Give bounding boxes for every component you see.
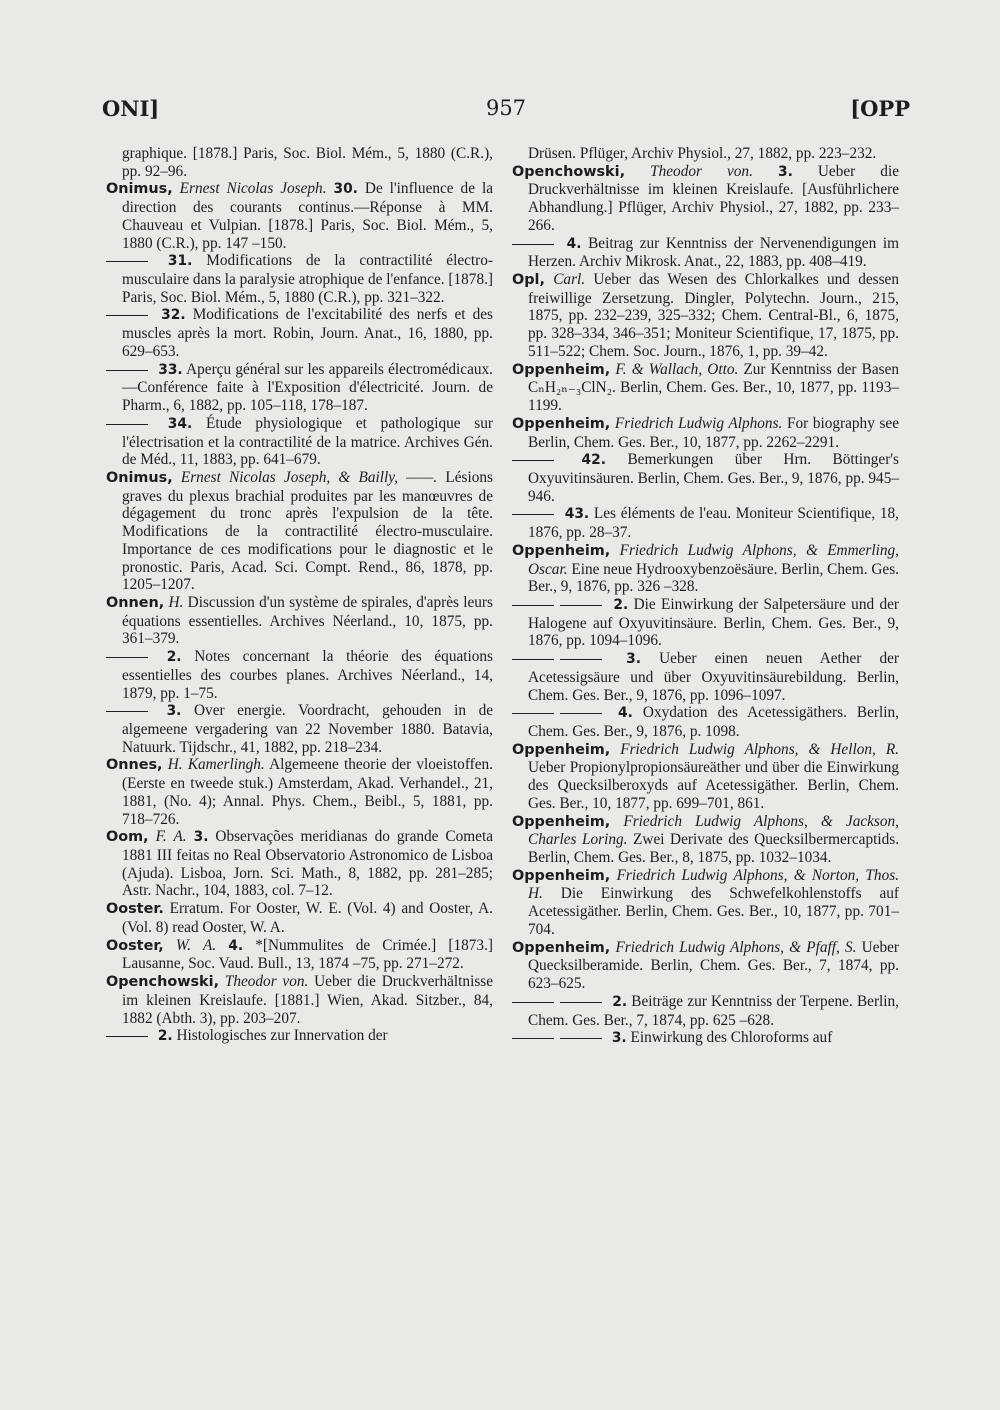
entry-number: 3. [166, 703, 182, 720]
author-surname: Onnes, [106, 757, 163, 774]
author-surname: Ooster, [106, 937, 164, 954]
author-forenames: Friedrich Ludwig Alphons, & Norton, Thos. H. [528, 866, 899, 903]
bibliography-entry [512, 145, 899, 163]
entry-text: Drüsen. Pflüger, Archiv Physiol., 27, 1882, pp. 223–232. [528, 145, 877, 162]
entry-text: Histologisches zur Innervation der [176, 1027, 388, 1045]
entry-text: Die Einwirkung der Salpetersäure und der Halogene auf Oxyuvitinsäure. Berlin, Chem. Ges. Ber., 9, 1876, pp. 1094–1096. [528, 595, 900, 650]
entry-text: Erratum. For Ooster, W. E. (Vol. 4) and Ooster, A. (Vol. 8) read Ooster, W. A. [122, 900, 493, 936]
entry-text: Aperçu général sur les appareils électromédicaux.—Conférence faite à l'Exposition d'électricité. Journ. de Pharm., 6, 1882, pp. 105–118, 178–187. [122, 360, 494, 415]
entry-number: 2. [613, 596, 629, 613]
entry-text: Oxydation des Acetessigäthers. Berlin, Chem. Ges. Ber., 9, 1876, p. 1098. [528, 704, 899, 740]
bibliography-entry [106, 252, 493, 306]
entry-number: 3. [626, 651, 641, 668]
author-surname: Onimus, [106, 181, 173, 198]
author-surname: Oppenheim, [512, 361, 611, 378]
entry-text: Ueber die Druckverhältnisse im kleinen Kreislaufe. [Ausführlichere Abhandlung.] Pflüger, Archiv Physiol., 27, 1882, pp. 233–266. [528, 162, 899, 234]
author-surname: Oom, [106, 829, 149, 846]
ditto-dash [512, 460, 554, 461]
bibliography-entry [106, 828, 493, 900]
ditto-dash [560, 713, 602, 714]
bibliography-entry [512, 451, 899, 505]
bibliography-entry [512, 235, 899, 271]
bibliography-entry [512, 993, 899, 1029]
entry-text: Algemeene theorie der vloeistoffen. (Eerste en tweede stuk.) Amsterdam, Akad. Verhandel., 21, 1881, (No. 4); Annal. Phys. Chem., Beibl., 5, 1881, pp. 718–726. [122, 756, 494, 828]
author-forenames: Ernest Nicolas Joseph. [179, 180, 327, 198]
entry-number: 4. [618, 705, 633, 722]
entry-number: 32. [161, 307, 186, 324]
ditto-dash [512, 605, 554, 606]
author-forenames: Friedrich Ludwig Alphons, & Pfaff, S. [615, 938, 857, 956]
bibliography-entry [512, 1029, 899, 1048]
ditto-dash [106, 1036, 148, 1037]
ditto-dash [106, 424, 148, 425]
bibliography-entry [512, 596, 899, 650]
entry-text: Ueber Quecksilberamide. Berlin, Chem. Ges. Ber., 7, 1874, pp. 623–625. [528, 938, 900, 993]
entry-text: Ueber einen neuen Aether der Acetessigsäure und über Oxyuvitinsäurebildung. Berlin, Chem. Ges. Ber., 9, 1876, pp. 1096–1097. [528, 650, 899, 704]
entry-text: De l'influence de la direction des courants continus.—Réponse à MM. Chauveau et Vulpian. [1878.] Paris, Soc. Biol. Mém., 5, 1880 (C.R.), pp. 147 –150. [122, 180, 493, 252]
author-forenames: Theodor von. [650, 162, 753, 180]
bibliography-entry [106, 361, 493, 415]
bibliography-entry [106, 756, 493, 828]
ditto-dash [512, 244, 554, 245]
bibliography-entry [512, 939, 899, 993]
author-forenames: Friedrich Ludwig Alphons, & Jackson, Charles Loring. [528, 812, 899, 849]
entry-text: *[Nummulites de Crimée.] [1873.] Lausanne, Soc. Vaud. Bull., 13, 1874 –75, pp. 271–272. [122, 936, 493, 973]
entry-text: Observações meridianas do grande Cometa 1881 III feitas no Real Observatorio Astronomico de Lisboa (Ajuda). Lisboa, Jorn. Sci. Math., 8, 1882, pp. 281–285; Astr. Nachr., 104, 1883, col. 7–12. [122, 828, 494, 900]
entry-text: Modifications de la contractilité électro-musculaire dans la paralysie atrophique de l'enfance. [1878.] Paris, Soc. Biol. Mém., 5, 1880 (C.R.), pp. 321–322. [122, 252, 494, 306]
entry-number: 33. [158, 361, 183, 378]
entry-text: Zur Kenntniss der Basen CₙH₂ₙ₋₃ClN₂. Berlin, Chem. Ges. Ber., 10, 1877, pp. 1193–1199. [528, 360, 900, 415]
bibliography-entry [106, 415, 493, 469]
ditto-dash [560, 1038, 602, 1039]
bibliography-entry [512, 271, 899, 361]
bibliography-entry [106, 145, 493, 180]
author-forenames: Ernest Nicolas Joseph, & Bailly, ——. [180, 468, 438, 486]
bibliography-entry [512, 542, 899, 596]
author-surname: Oppenheim, [512, 542, 611, 559]
entry-number: 4. [566, 235, 582, 252]
author-surname: Ooster. [106, 901, 164, 918]
bibliography-entry [106, 973, 493, 1027]
entry-text: Notes concernant la théorie des équations essentielles des courbes planes. Archives Néerland., 14, 1879, pp. 1–75. [122, 648, 494, 702]
bibliography-entry [512, 813, 899, 867]
bibliography-entry [512, 361, 899, 415]
entry-text: Eine neue Hydrooxybenzoësäure. Berlin, Chem. Ges. Ber., 9, 1876, pp. 326 –328. [528, 560, 900, 596]
author-forenames: Theodor von. [224, 973, 309, 991]
bibliography-entry [106, 469, 493, 594]
ditto-dash [560, 659, 602, 660]
bibliography-entry [512, 415, 899, 451]
entry-text: Over energie. Voordracht, gehouden in de algemeene vergadering van 22 November 1880. Batavia, Natuurk. Tijdschr., 41, 1882, pp. 218–234. [122, 702, 494, 756]
bibliography-entry [106, 180, 493, 252]
bibliography-entry [512, 505, 899, 541]
bibliography-entry [106, 702, 493, 756]
author-forenames: Carl. [553, 271, 586, 289]
author-forenames: W. A. [175, 936, 217, 954]
entry-number: 43. [564, 506, 590, 523]
entry-number: 30. [333, 181, 358, 198]
bibliography-entry [106, 937, 493, 973]
author-forenames: Friedrich Ludwig Alphons. [614, 414, 783, 432]
author-surname: Oppenheim, [512, 939, 611, 956]
entry-text: Ueber das Wesen des Chlorkalkes und dessen freiwillige Zersetzung. Dingler, Polytechn. Journ., 215, 1875, pp. 232–239, 325–332; Chem. Central-Bl., 6, 1875, pp. 328–334, 346–351; Moniteur Scientifique, 17, 1875, pp. 511–522; Chem. Soc. Journ., 1876, 1, pp. 39–42. [528, 271, 899, 360]
entry-number: 2. [157, 1028, 173, 1045]
bibliography-entry [512, 704, 899, 740]
author-surname: Oppenheim, [512, 741, 611, 758]
ditto-dash [106, 370, 148, 371]
entry-number: 2. [166, 649, 182, 666]
entry-number: 3. [777, 163, 793, 180]
bibliography-entry [512, 867, 899, 939]
bibliography-entry [106, 306, 493, 360]
entry-text: Bemerkungen über Hrn. Böttinger's Oxyuvitinsäuren. Berlin, Chem. Ges. Ber., 9, 1876, pp. 945–946. [528, 451, 900, 505]
ditto-dash [512, 713, 554, 714]
entry-text: Die Einwirkung des Schwefelkohlenstoffs auf Acetessigäther. Berlin, Chem. Ges. Ber., 10, 1877, pp. 701–704. [528, 885, 899, 938]
ditto-dash [560, 1002, 602, 1003]
bibliography-entry [106, 648, 493, 702]
author-forenames: F. A. [155, 828, 187, 846]
running-header [102, 96, 910, 126]
ditto-dash [512, 1002, 554, 1003]
ditto-dash [512, 659, 554, 660]
entry-number: 42. [581, 452, 606, 469]
author-forenames: F. & Wallach, Otto. [615, 360, 739, 378]
ditto-dash [106, 711, 148, 712]
author-surname: Opl, [512, 272, 545, 289]
entry-text: graphique. [1878.] Paris, Soc. Biol. Mém., 5, 1880 (C.R.), pp. 92–96. [122, 145, 493, 180]
entry-number: 2. [612, 993, 628, 1010]
ditto-dash [512, 514, 554, 515]
bibliography-entry [106, 900, 493, 936]
entry-text: Ueber die Druckverhältnisse im kleinen Kreislaufe. [1881.] Wien, Akad. Sitzber., 84, 1882 (Abth. 3), pp. 203–207. [122, 973, 494, 1027]
entry-number: 3. [193, 829, 209, 846]
ditto-dash [106, 657, 148, 658]
entry-text: Discussion d'un système de spirales, d'après leurs équations essentielles. Archives Néerland., 10, 1875, pp. 361–379. [122, 593, 493, 648]
author-surname: Onnen, [106, 594, 165, 611]
ditto-dash [512, 1038, 554, 1039]
author-forenames: Friedrich Ludwig Alphons, & Emmerling, Oscar. [528, 541, 900, 578]
entry-text: Beitrag zur Kenntniss der Nervenendigungen im Herzen. Archiv Mikrosk. Anat., 22, 1883, pp. 408–419. [528, 234, 899, 271]
ditto-dash [560, 605, 602, 606]
author-surname: Oppenheim, [512, 813, 611, 830]
header-left-range: ONI] [102, 96, 160, 121]
entry-text: Les éléments de l'eau. Moniteur Scientifique, 18, 1876, pp. 28–37. [528, 505, 900, 542]
author-surname: Oppenheim, [512, 867, 611, 884]
entry-text: Einwirkung des Chloroforms auf [630, 1029, 833, 1047]
entry-text: Ueber Propionylpropionsäureäther und über die Einwirkung des Quecksilberoxyds auf Acetessigäther. Berlin, Chem. Ges. Ber., 10, 1877, pp. 699–701, 861. [528, 759, 899, 812]
entry-number: 34. [167, 415, 193, 432]
author-surname: Openchowski, [106, 974, 220, 991]
left-column [106, 145, 493, 1046]
right-column [512, 145, 899, 1048]
bibliography-entry [106, 1027, 493, 1046]
bibliography-entry [106, 594, 493, 648]
author-forenames: H. [168, 593, 184, 611]
bibliography-entry [512, 163, 899, 235]
author-surname: Onimus, [106, 469, 173, 486]
author-surname: Oppenheim, [512, 415, 611, 432]
entry-text: Étude physiologique et pathologique sur l'électrisation et la contractilité de la matrice. Archives Gén. de Méd., 11, 1883, pp. 641–679. [122, 414, 493, 469]
entry-number: 3. [611, 1030, 627, 1047]
entry-text: For biography see Berlin, Chem. Ges. Ber., 10, 1877, pp. 2262–2291. [528, 414, 899, 451]
entry-text: Modifications de l'excitabilité des nerfs et des muscles après la mort. Robin, Journ. Anat., 16, 1880, pp. 629–653. [122, 306, 494, 360]
author-forenames: Friedrich Ludwig Alphons, & Hellon, R. [620, 740, 899, 758]
bibliography-entry [512, 650, 899, 704]
page-number: 957 [485, 96, 527, 120]
ditto-dash [106, 315, 148, 316]
header-right-range: [OPP [850, 96, 910, 121]
entry-number: 31. [167, 253, 193, 270]
author-forenames: H. Kamerlingh. [167, 756, 265, 774]
author-surname: Openchowski, [512, 163, 626, 180]
entry-number: 4. [228, 937, 244, 954]
entry-text: Lésions graves du plexus brachial produites par les manœuvres de dégagement du tronc après l'expulsion de la tête. Modifications de la contractilité électro-musculaire. Importance de ces modifications pour le diagnostic et le pronostic. Paris, Acad. Sci. Compt. Rend., 86, 1878, pp. 1205–1207. [122, 468, 493, 594]
ditto-dash [106, 261, 148, 262]
entry-text: Zwei Derivate des Quecksilbermercaptids. Berlin, Chem. Ges. Ber., 8, 1875, pp. 1032–1034. [528, 831, 900, 867]
entry-text: Beiträge zur Kenntniss der Terpene. Berlin, Chem. Ges. Ber., 7, 1874, pp. 625 –628. [528, 992, 900, 1029]
bibliography-entry [512, 741, 899, 813]
